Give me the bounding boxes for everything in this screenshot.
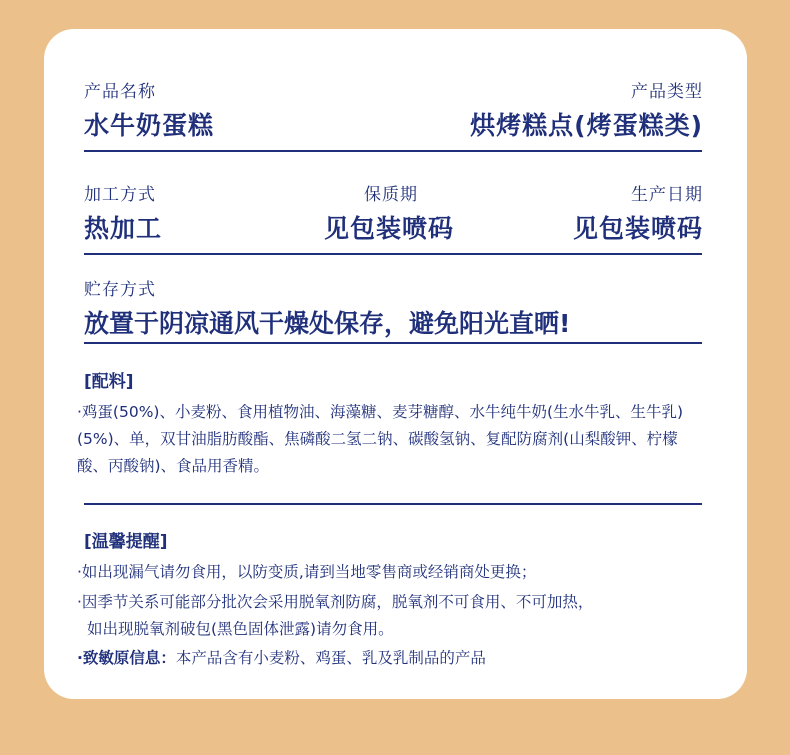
allergen-text: 本产品含有小麦粉、鸡蛋、乳及乳制品的产品 xyxy=(175,649,486,667)
notice-item-leak: ·如出现漏气请勿食用，以防变质,请到当地零售商或经销商处更换； xyxy=(77,563,537,581)
notice-item-allergen xyxy=(77,645,707,672)
product-type-label: 产品类型 xyxy=(631,82,703,102)
shelf-life-label: 保质期 xyxy=(364,185,418,205)
processing-value: 热加工 xyxy=(84,214,163,243)
notice-heading: [温馨提醒] xyxy=(84,532,168,552)
ingredients-text: ·鸡蛋(50%)、小麦粉、食用植物油、海藻糖、麦芽糖醇、水牛纯牛奶(生水牛乳、生牛乳)(5%)、单，双甘油脂肪酸酯、焦磷酸二氢二钠、碳酸氢钠、复配防腐剂(山梨酸钾、柠檬酸、丙酸钠)、食品用香精。 xyxy=(77,403,684,475)
product-type-value: 烘烤糕点(烤蛋糕类) xyxy=(470,111,703,140)
divider xyxy=(84,150,702,152)
shelf-life-value: 见包装喷码 xyxy=(324,214,455,243)
production-date-label: 生产日期 xyxy=(631,185,703,205)
product-name-label: 产品名称 xyxy=(84,82,156,102)
notice-item-deoxidizer: ·因季节关系可能部分批次会采用脱氧剂防腐，脱氧剂不可食用、不可加热， xyxy=(77,593,594,611)
divider xyxy=(84,503,702,505)
divider xyxy=(84,253,702,255)
divider xyxy=(84,342,702,344)
allergen-prefix: ·致敏原信息： xyxy=(77,649,176,667)
info-card xyxy=(44,29,747,699)
ingredients-heading: [配料] xyxy=(84,372,134,392)
processing-label: 加工方式 xyxy=(84,185,156,205)
product-name-value: 水牛奶蛋糕 xyxy=(84,111,215,140)
storage-label: 贮存方式 xyxy=(84,280,156,300)
production-date-value: 见包装喷码 xyxy=(572,214,703,243)
storage-value: 放置于阴凉通风干燥处保存，避免阳光直晒! xyxy=(84,309,571,338)
notice-item-deoxidizer-cont: 如出现脱氧剂破包(黑色固体泄露)请勿食用。 xyxy=(87,620,394,638)
